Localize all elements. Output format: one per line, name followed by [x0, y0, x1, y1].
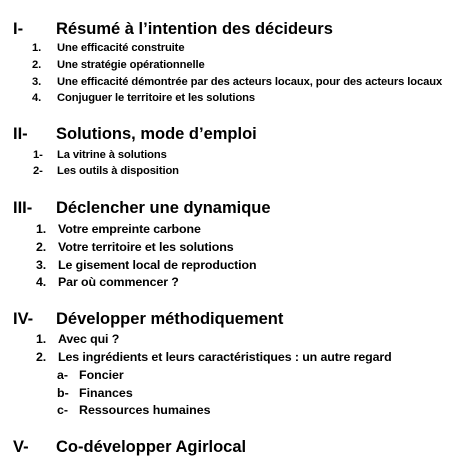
- sub-item-letter: c-: [57, 403, 69, 417]
- section-heading-1: [0, 20, 474, 42]
- section-heading-4: [0, 310, 474, 332]
- list-item: [0, 149, 474, 165]
- item-text: Une stratégie opérationnelle: [57, 59, 205, 71]
- list-item: [0, 275, 474, 292]
- section-title: Co-développer Agirlocal: [56, 438, 247, 456]
- item-text: Avec qui ?: [58, 332, 120, 346]
- item-text: Conjuguer le territoire et les solutions: [57, 92, 256, 104]
- section-title: Développer méthodiquement: [56, 310, 284, 328]
- section-title: Résumé à l’intention des décideurs: [56, 20, 333, 38]
- item-number: 4.: [32, 92, 42, 104]
- section-title: Solutions, mode d’emploi: [56, 125, 257, 143]
- section-number: IV-: [13, 310, 34, 328]
- list-item: [0, 76, 474, 92]
- item-text: Par où commencer ?: [58, 275, 179, 289]
- item-number: 1-: [33, 149, 43, 161]
- sub-item-text: Finances: [79, 386, 133, 400]
- item-text: Votre territoire et les solutions: [58, 240, 234, 254]
- item-number: 1.: [36, 332, 47, 346]
- item-text: La vitrine à solutions: [57, 149, 167, 161]
- section-number: III-: [13, 199, 33, 217]
- section-title: Déclencher une dynamique: [56, 199, 271, 217]
- item-number: 4.: [36, 275, 47, 289]
- sub-list-item: [0, 386, 474, 403]
- sub-item-text: Foncier: [79, 368, 124, 382]
- item-number: 1.: [36, 222, 47, 236]
- list-item: [0, 240, 474, 257]
- item-number: 2.: [32, 59, 42, 71]
- section-heading-2: [0, 125, 474, 147]
- list-item: [0, 165, 474, 181]
- sub-list-item: [0, 403, 474, 420]
- item-text: Votre empreinte carbone: [58, 222, 201, 236]
- sub-item-letter: a-: [57, 368, 69, 382]
- section-heading-3: [0, 199, 474, 221]
- section-number: V-: [13, 438, 29, 456]
- list-item: [0, 332, 474, 349]
- section-number: I-: [13, 20, 24, 38]
- item-text: Les outils à disposition: [57, 165, 179, 177]
- list-item: [0, 258, 474, 275]
- section-number: II-: [13, 125, 28, 143]
- list-item: [0, 92, 474, 108]
- sub-item-text: Ressources humaines: [79, 403, 211, 417]
- list-item: [0, 42, 474, 58]
- item-number: 3.: [36, 258, 47, 272]
- item-number: 2-: [33, 165, 43, 177]
- item-number: 1.: [32, 42, 42, 54]
- item-number: 3.: [32, 76, 42, 88]
- list-item: [0, 350, 474, 367]
- item-text: Les ingrédients et leurs caractéristiques : un autre regard: [58, 350, 392, 364]
- item-number: 2.: [36, 350, 47, 364]
- sub-item-letter: b-: [57, 386, 69, 400]
- item-text: Une efficacité démontrée par des acteurs locaux, pour des acteurs locaux: [57, 76, 443, 88]
- item-number: 2.: [36, 240, 47, 254]
- sub-list-item: [0, 368, 474, 385]
- item-text: Le gisement local de reproduction: [58, 258, 257, 272]
- list-item: [0, 59, 474, 75]
- section-heading-5: [0, 438, 474, 460]
- list-item: [0, 222, 474, 239]
- item-text: Une efficacité construite: [57, 42, 185, 54]
